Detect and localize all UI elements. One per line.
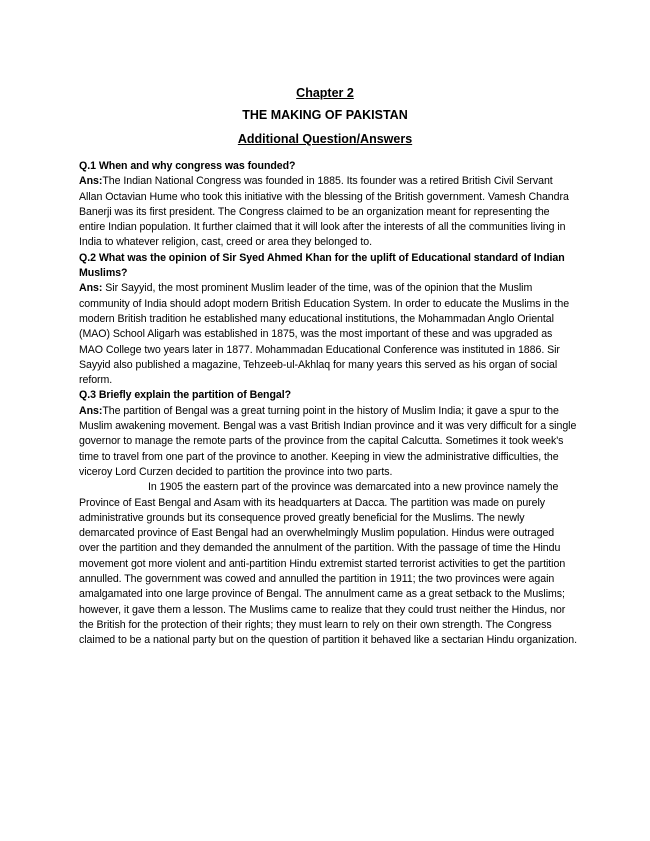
document-header bbox=[0, 86, 650, 146]
chapter-title: THE MAKING OF PAKISTAN bbox=[242, 108, 408, 122]
qa-content bbox=[79, 159, 577, 649]
answer-1-text: The Indian National Congress was founded in 1885. Its founder was a retired British Civil Servant Allan Octavian Hume who took this initiative with the blessing of the British government. Vamesh Chandra Banerji was its first president. The Congress claimed to be an organization meant for representing the entire Indian population. It further claimed that it will look after the interests of all the communities living in India to whatever religion, cast, creed or area they belonged to. bbox=[79, 175, 569, 249]
answer-3-continued bbox=[79, 480, 577, 648]
answer-label: Ans: bbox=[79, 282, 103, 295]
question-3: Q.3 Briefly explain the partition of Bengal? bbox=[79, 389, 292, 402]
answer-3-text: The partition of Bengal was a great turning point in the history of Muslim India; it gave a spur to the Muslim awakening movement. Bengal was a vast British Indian province and it was very difficult for a single governor to manage the remote parts of the province from the capital Calcutta. Sometimes it took week's time to travel from one part of the province to another. Keeping in view the administrative difficulties, the viceroy Lord Curzen decided to partition the province into two parts. bbox=[79, 404, 577, 478]
question-1: Q.1 When and why congress was founded? bbox=[79, 160, 296, 172]
answer-label: Ans: bbox=[79, 404, 103, 417]
answer-3-continued-text: In 1905 the eastern part of the province was demarcated into a new province namely the Province of East Bengal and Asam with its headquarters at Dacca. The partition was made on purely administrative grounds but its consequence proved greatly beneficial for the Muslims. The newly demarcated province of East Bengal had an overwhelmingly Muslim population. Hindus were outraged over the partition and they demanded the annulment of the partition. With the passage of time the Hindu movement got more violent and anti-partition Hindu extremist started terrorist activities to get the partition annulled. The government was cowed and annulled the partition in 1911; the two provinces were again amalgamated into one large province of Bengal. The annulment came as a great setback to the Muslims; however, it gave them a lesson. The Muslims came to realize that they could trust neither the Hindus, nor the British for the protection of their rights; they must learn to rely on their own strength. The Congress claimed to be a national party but on the question of partition it behaved like a sectarian Hindu organization. bbox=[79, 481, 577, 647]
chapter-heading: Chapter 2 bbox=[296, 86, 354, 100]
answer-2-text: Sir Sayyid, the most prominent Muslim leader of the time, was of the opinion that the Muslim community of India should adopt modern British Education System. In order to educate the Muslims in the modern British tradition he established many educational institutions, the Mohammadan Anglo Oriental (MAO) School Aligarh was established in 1875, was the most important of these and was upgraded as MAO College two years later in 1877. Mohammadan Educational Conference was instituted in 1886. Sir Sayyid also published a magazine, Tehzeeb-ul-Akhlaq for many years this served as his organ of social reform. bbox=[79, 282, 570, 387]
answer-2 bbox=[79, 281, 577, 388]
question-2: Q.2 What was the opinion of Sir Syed Ahmed Khan for the uplift of Educational standard of Indian Muslims? bbox=[79, 251, 565, 280]
answer-3 bbox=[79, 404, 577, 480]
section-subtitle: Additional Question/Answers bbox=[237, 132, 413, 146]
answer-label: Ans: bbox=[79, 175, 103, 188]
answer-1 bbox=[79, 174, 577, 250]
